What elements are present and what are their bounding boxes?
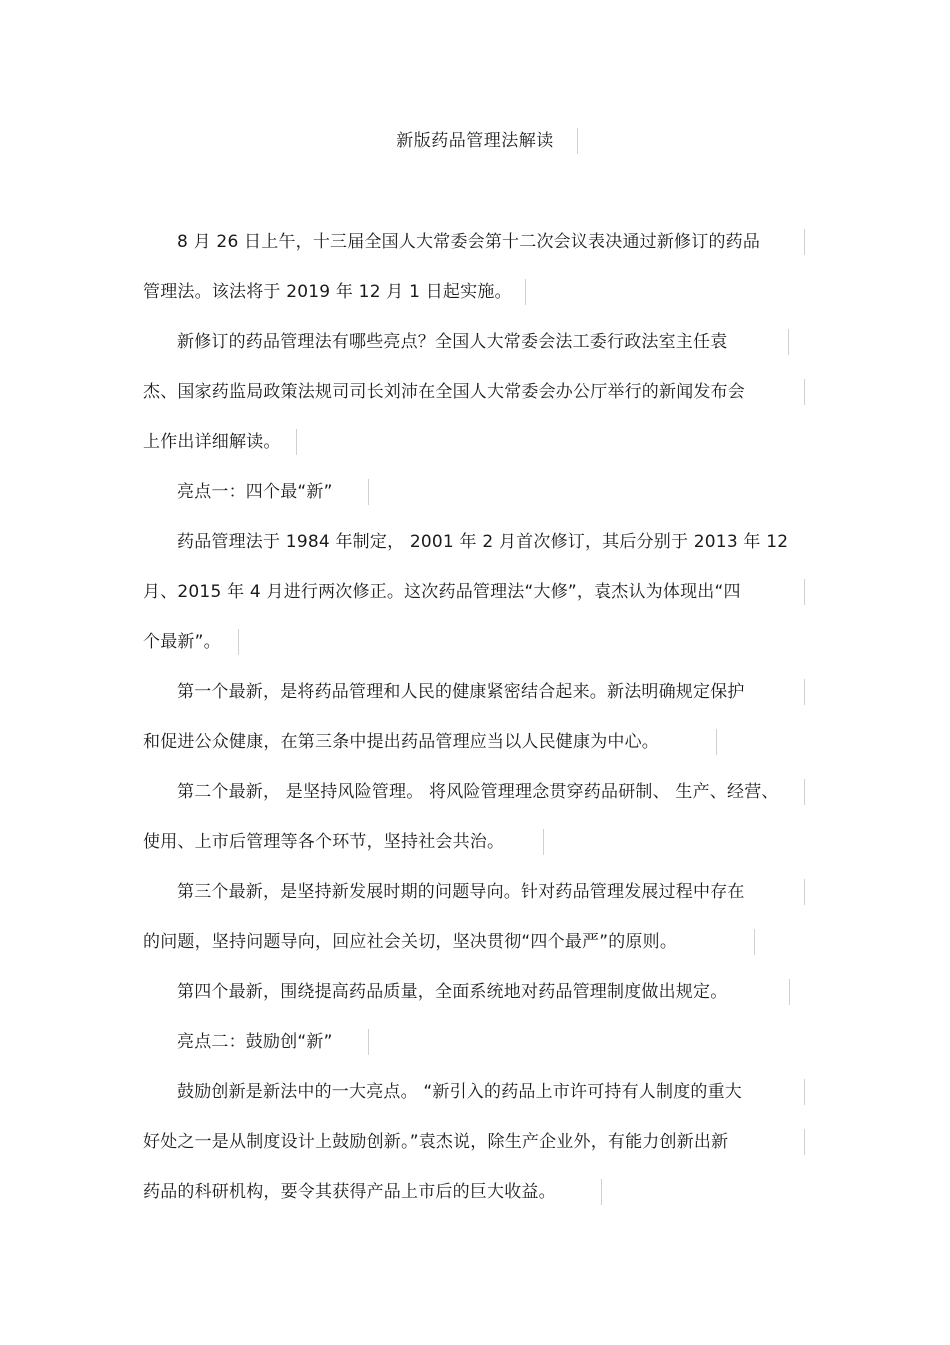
line-end-mark (577, 128, 578, 154)
line-end-mark (788, 329, 789, 355)
line-end-mark (296, 429, 297, 455)
line-end-mark (804, 229, 805, 255)
paragraph-6-line-1: 第三个最新，是坚持新发展时期的问题导向。针对药品管理发展过程中存在 (177, 882, 745, 902)
paragraph-2-line-1: 新修订的药品管理法有哪些亮点？全国人大常委会法工委行政法室主任袁 (177, 332, 728, 352)
highlight-2-heading: 亮点二：鼓励创“新” (177, 1032, 333, 1052)
paragraph-4-line-1: 第一个最新，是将药品管理和人民的健康紧密结合起来。新法明确规定保护 (177, 682, 745, 702)
paragraph-2-line-2: 杰、国家药监局政策法规司司长刘沛在全国人大常委会办公厅举行的新闻发布会 (143, 382, 745, 402)
line-end-mark (804, 879, 805, 905)
line-end-mark (368, 479, 369, 505)
line-end-mark (804, 579, 805, 605)
paragraph-7-line-1: 第四个最新，围绕提高药品质量，全面系统地对药品管理制度做出规定。 (177, 982, 728, 1002)
paragraph-1-line-1: 8 月 26 日上午，十三届全国人大常委会第十二次会议表决通过新修订的药品 (177, 232, 761, 252)
paragraph-5-line-2: 使用、上市后管理等各个环节，坚持社会共治。 (143, 832, 505, 852)
line-end-mark (804, 779, 805, 805)
line-end-mark (804, 379, 805, 405)
paragraph-4-line-2: 和促进公众健康，在第三条中提出药品管理应当以人民健康为中心。 (143, 732, 659, 752)
line-end-mark (789, 979, 790, 1005)
paragraph-2-line-3: 上作出详细解读。 (143, 432, 281, 452)
paragraph-6-line-2: 的问题，坚持问题导向，回应社会关切，坚决贯彻“四个最严”的原则。 (143, 932, 678, 952)
highlight-1-heading: 亮点一：四个最“新” (177, 482, 333, 502)
line-end-mark (368, 1029, 369, 1055)
line-end-mark (716, 729, 717, 755)
line-end-mark (601, 1179, 602, 1205)
document-title: 新版药品管理法解读 (396, 131, 554, 151)
paragraph-3-line-2: 月、2015 年 4 月进行两次修正。这次药品管理法“大修”，袁杰认为体现出“四 (143, 582, 741, 602)
line-end-mark (543, 829, 544, 855)
paragraph-3-line-1: 药品管理法于 1984 年制定， 2001 年 2 月首次修订，其后分别于 2013 年 12 (177, 532, 789, 552)
line-end-mark (804, 1079, 805, 1105)
paragraph-5-line-1: 第二个最新， 是坚持风险管理。 将风险管理理念贯穿药品研制、 生产、经营、 (177, 782, 779, 802)
paragraph-3-line-3: 个最新”。 (143, 632, 221, 652)
line-end-mark (804, 1129, 805, 1155)
paragraph-8-line-3: 药品的科研机构，要令其获得产品上市后的巨大收益。 (143, 1182, 556, 1202)
line-end-mark (754, 929, 755, 955)
paragraph-1-line-2: 管理法。该法将于 2019 年 12 月 1 日起实施。 (143, 282, 512, 302)
line-end-mark (804, 679, 805, 705)
paragraph-8-line-2: 好处之一是从制度设计上鼓励创新。”袁杰说，除生产企业外，有能力创新出新 (143, 1132, 729, 1152)
paragraph-8-line-1: 鼓励创新是新法中的一大亮点。 “新引入的药品上市许可持有人制度的重大 (177, 1082, 743, 1102)
line-end-mark (525, 279, 526, 305)
line-end-mark (238, 629, 239, 655)
